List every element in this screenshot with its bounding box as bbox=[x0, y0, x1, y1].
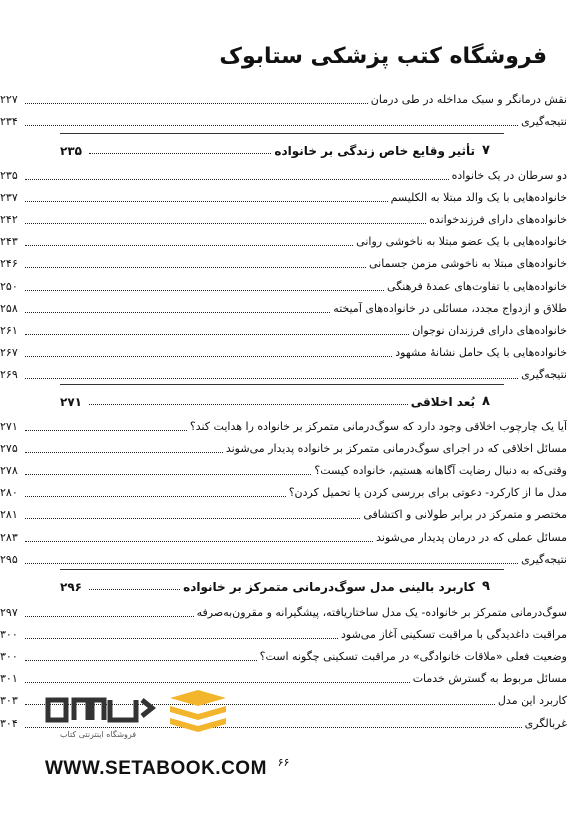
leader-dots bbox=[25, 430, 187, 431]
toc-row[interactable] bbox=[0, 274, 567, 294]
toc-row-page: ۲۳۵ bbox=[0, 169, 18, 182]
chapter-page: ۲۹۶ bbox=[60, 580, 82, 594]
leader-dots bbox=[25, 290, 384, 291]
toc-row-page: ۳۰۴ bbox=[0, 716, 18, 730]
toc-row-title: خانواده‌هایی با یک حامل نشانهٔ مشهود bbox=[395, 345, 567, 359]
toc-row-page: ۲۸۰ bbox=[0, 486, 18, 500]
toc-row-title: وقتی‌که به دنبال رضایت آگاهانه هستیم، خانواده کیست؟ bbox=[314, 464, 567, 478]
toc-row[interactable] bbox=[0, 340, 567, 360]
chapter-heading-9[interactable] bbox=[60, 570, 497, 594]
toc-row-page: ۲۹۷ bbox=[0, 606, 18, 619]
chapter-title: بُعد اخلاقی bbox=[410, 395, 475, 409]
toc-row[interactable] bbox=[0, 666, 567, 686]
chapter-number: ۷ bbox=[482, 143, 490, 158]
toc-row-title: وضعیت فعلی «ملاقات خانوادگی» در مراقبت تسکینی چگونه است؟ bbox=[259, 650, 567, 664]
toc-row-page: ۳۰۰ bbox=[0, 650, 18, 664]
toc-row-title: خانواده‌های مبتلا به ناخوشی مزمن جسمانی bbox=[369, 257, 567, 271]
logo-url[interactable]: WWW.SETABOOK.COM bbox=[45, 758, 267, 779]
toc-row[interactable] bbox=[0, 480, 567, 500]
toc-row[interactable] bbox=[0, 185, 567, 205]
toc-row-title: خانواده‌هایی با تفاوت‌های عمدهٔ فرهنگی bbox=[387, 279, 567, 293]
toc-row-page: ۳۰۱ bbox=[0, 672, 18, 686]
chapter-number: ۸ bbox=[482, 394, 490, 409]
leader-dots bbox=[25, 334, 409, 335]
toc-row-page: ۲۶۱ bbox=[0, 323, 18, 337]
toc-row-title: آیا یک چارچوب اخلاقی وجود دارد که سوگ‌درمانی متمرکز بر خانواده را هدایت کند؟ bbox=[189, 420, 567, 433]
leader-dots bbox=[25, 267, 366, 268]
toc-row-title: نتیجه‌گیری bbox=[521, 115, 567, 128]
leader-dots bbox=[25, 452, 223, 453]
toc-row-title: نقش درمانگر و سبک مداخله در طی درمان bbox=[370, 93, 567, 106]
toc-row[interactable] bbox=[0, 644, 567, 664]
toc-row[interactable] bbox=[0, 436, 567, 456]
chapter-title: تأثیر وقایع خاص زندگی بر خانواده bbox=[274, 144, 475, 158]
toc-row-title: نتیجه‌گیری bbox=[521, 367, 567, 381]
toc-row[interactable] bbox=[0, 318, 567, 338]
toc-row-title: خانواده‌های دارای فرزندان نوجوان bbox=[412, 323, 567, 337]
toc-row-page: ۲۷۱ bbox=[0, 420, 18, 433]
toc-row[interactable] bbox=[0, 458, 567, 478]
toc-row-title: مسائل مربوط به گسترش خدمات bbox=[412, 672, 567, 686]
chapter-heading-8[interactable] bbox=[60, 385, 497, 409]
chapter-title: کاربرد بالینی مدل سوگ‌درمانی متمرکز بر خانواده bbox=[183, 580, 475, 594]
toc-row-page: ۳۰۰ bbox=[0, 628, 18, 642]
leader-dots bbox=[25, 179, 449, 180]
leader-dots bbox=[25, 682, 410, 683]
leader-dots bbox=[25, 356, 392, 357]
toc-row-page: ۲۶۷ bbox=[0, 345, 18, 359]
chapter-page: ۲۷۱ bbox=[60, 395, 82, 409]
setabook-logo bbox=[40, 688, 240, 748]
leader-dots bbox=[89, 404, 408, 405]
toc-row-page: ۲۳۴ bbox=[0, 115, 18, 128]
toc-row[interactable] bbox=[0, 229, 567, 249]
toc-row-page: ۲۹۵ bbox=[0, 552, 18, 566]
toc-row[interactable] bbox=[0, 547, 567, 567]
toc-row-title: مسائل عملی که در درمان پدیدار می‌شوند bbox=[376, 530, 567, 544]
leader-dots bbox=[25, 245, 353, 246]
leader-dots bbox=[89, 153, 271, 154]
leader-dots bbox=[25, 201, 388, 202]
toc-row[interactable] bbox=[0, 207, 567, 227]
leader-dots bbox=[25, 616, 194, 617]
leader-dots bbox=[25, 474, 311, 475]
toc-row[interactable] bbox=[0, 163, 567, 183]
leader-dots bbox=[25, 125, 518, 126]
toc-row-page: ۲۷۵ bbox=[0, 442, 18, 456]
leader-dots bbox=[89, 589, 180, 590]
toc-row[interactable] bbox=[0, 109, 567, 129]
toc-row-page: ۲۷۸ bbox=[0, 464, 18, 478]
leader-dots bbox=[25, 378, 518, 379]
toc-row[interactable] bbox=[0, 622, 567, 642]
toc-row-page: ۲۲۷ bbox=[0, 93, 18, 106]
toc-row-page: ۲۳۷ bbox=[0, 191, 18, 205]
toc-row[interactable] bbox=[0, 87, 567, 107]
leader-dots bbox=[25, 518, 360, 519]
toc-row-page: ۳۰۳ bbox=[0, 694, 18, 708]
toc-row-title: غربالگری bbox=[524, 716, 567, 730]
toc-row[interactable] bbox=[0, 362, 567, 382]
toc-row[interactable] bbox=[0, 502, 567, 522]
leader-dots bbox=[25, 660, 257, 661]
chapter-heading-7[interactable] bbox=[60, 134, 497, 158]
logo-tagline: فروشگاه اینترنتی کتاب bbox=[60, 730, 137, 739]
leader-dots bbox=[25, 563, 518, 564]
leader-dots bbox=[25, 312, 330, 313]
toc-row-title: مدل ما از کارکرد- دعوتی برای بررسی کردن یا تحمیل کردن؟ bbox=[288, 486, 567, 500]
toc-row[interactable] bbox=[0, 296, 567, 316]
toc-row-title: خانواده‌هایی با یک عضو مبتلا به ناخوشی روانی bbox=[356, 235, 567, 249]
toc-row[interactable] bbox=[0, 414, 567, 434]
toc-row-page: ۲۴۲ bbox=[0, 213, 18, 227]
page-title: فروشگاه کتب پزشکی ستابوک bbox=[219, 44, 547, 69]
toc-row[interactable] bbox=[0, 525, 567, 545]
toc-row-page: ۲۴۶ bbox=[0, 257, 18, 271]
toc-row-title: دو سرطان در یک خانواده bbox=[451, 169, 567, 182]
leader-dots bbox=[25, 496, 286, 497]
toc-row-page: ۲۸۱ bbox=[0, 508, 18, 522]
toc-row-title: طلاق و ازدواج مجدد، مسائلی در خانواده‌های آمیخته bbox=[333, 301, 567, 315]
toc-row-page: ۲۵۸ bbox=[0, 301, 18, 315]
leader-dots bbox=[25, 638, 338, 639]
logo-wordmark bbox=[48, 700, 152, 720]
toc-row-page: ۲۶۹ bbox=[0, 367, 18, 381]
leader-dots bbox=[25, 223, 426, 224]
toc-row-title: مختصر و متمرکز در برابر طولانی و اکتشافی bbox=[363, 508, 567, 522]
leader-dots bbox=[25, 103, 368, 104]
leader-dots bbox=[25, 541, 373, 542]
toc-row-title: نتیجه‌گیری bbox=[521, 552, 567, 566]
toc-row[interactable] bbox=[0, 251, 567, 271]
toc-row-title: مسائل اخلاقی که در اجرای سوگ‌درمانی متمرکز بر خانواده پدیدار می‌شوند bbox=[225, 442, 567, 456]
toc-row-page: ۲۸۳ bbox=[0, 530, 18, 544]
toc-row[interactable] bbox=[0, 600, 567, 620]
page-number: ۶۶ bbox=[277, 756, 290, 769]
chapter-number: ۹ bbox=[482, 579, 490, 594]
book-icon bbox=[170, 690, 226, 732]
toc-row-title: خانواده‌هایی با یک والد مبتلا به الکلیسم bbox=[390, 191, 567, 205]
chapter-page: ۲۳۵ bbox=[60, 144, 82, 158]
toc-row-title: خانواده‌های دارای فرزندخوانده bbox=[429, 213, 567, 227]
toc-row-title: مراقبت داغدیدگی با مراقبت تسکینی آغاز می‌شود bbox=[341, 628, 567, 642]
toc-row-title: سوگ‌درمانی متمرکز بر خانواده- یک مدل ساختاریافته، پیشگیرانه و مقرون‌به‌صرفه bbox=[196, 606, 567, 619]
toc-row-page: ۲۵۰ bbox=[0, 279, 18, 293]
toc-row-title: کاربرد این مدل bbox=[497, 694, 567, 708]
toc-row-page: ۲۴۳ bbox=[0, 235, 18, 249]
